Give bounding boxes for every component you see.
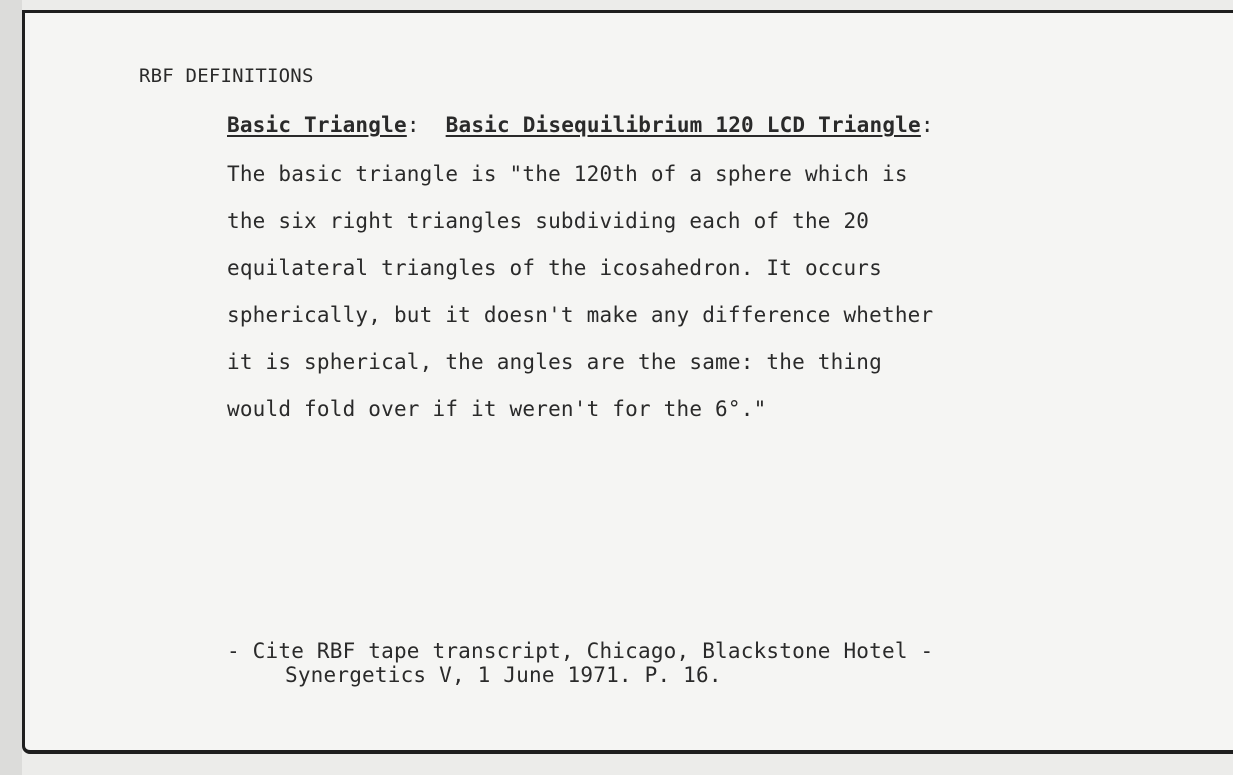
heading-colon: : <box>920 113 934 137</box>
body-line: the six right triangles subdividing each of the 20 <box>227 209 870 233</box>
heading-definition: Basic Disequilibrium 120 LCD Triangle <box>445 113 921 137</box>
heading-colon: : <box>406 113 420 137</box>
body-line: it is spherical, the angles are the same: the thing <box>227 350 882 374</box>
definition-body <box>227 161 933 443</box>
index-card <box>22 10 1233 754</box>
citation-line-2: Synergetics V, 1 June 1971. P. 16. <box>285 663 722 687</box>
scan-edge <box>0 0 22 775</box>
body-line: would fold over if it weren't for the 6°." <box>227 397 767 421</box>
citation <box>227 639 933 687</box>
card-header: RBF DEFINITIONS <box>139 65 314 87</box>
definition-heading <box>227 113 934 137</box>
heading-term: Basic Triangle <box>227 113 407 137</box>
body-line: equilateral triangles of the icosahedron. It occurs <box>227 256 882 280</box>
citation-line-1: - Cite RBF tape transcript, Chicago, Blackstone Hotel - <box>227 639 934 663</box>
body-line: spherically, but it doesn't make any difference whether <box>227 303 934 327</box>
body-line: The basic triangle is "the 120th of a sphere which is <box>227 162 908 186</box>
